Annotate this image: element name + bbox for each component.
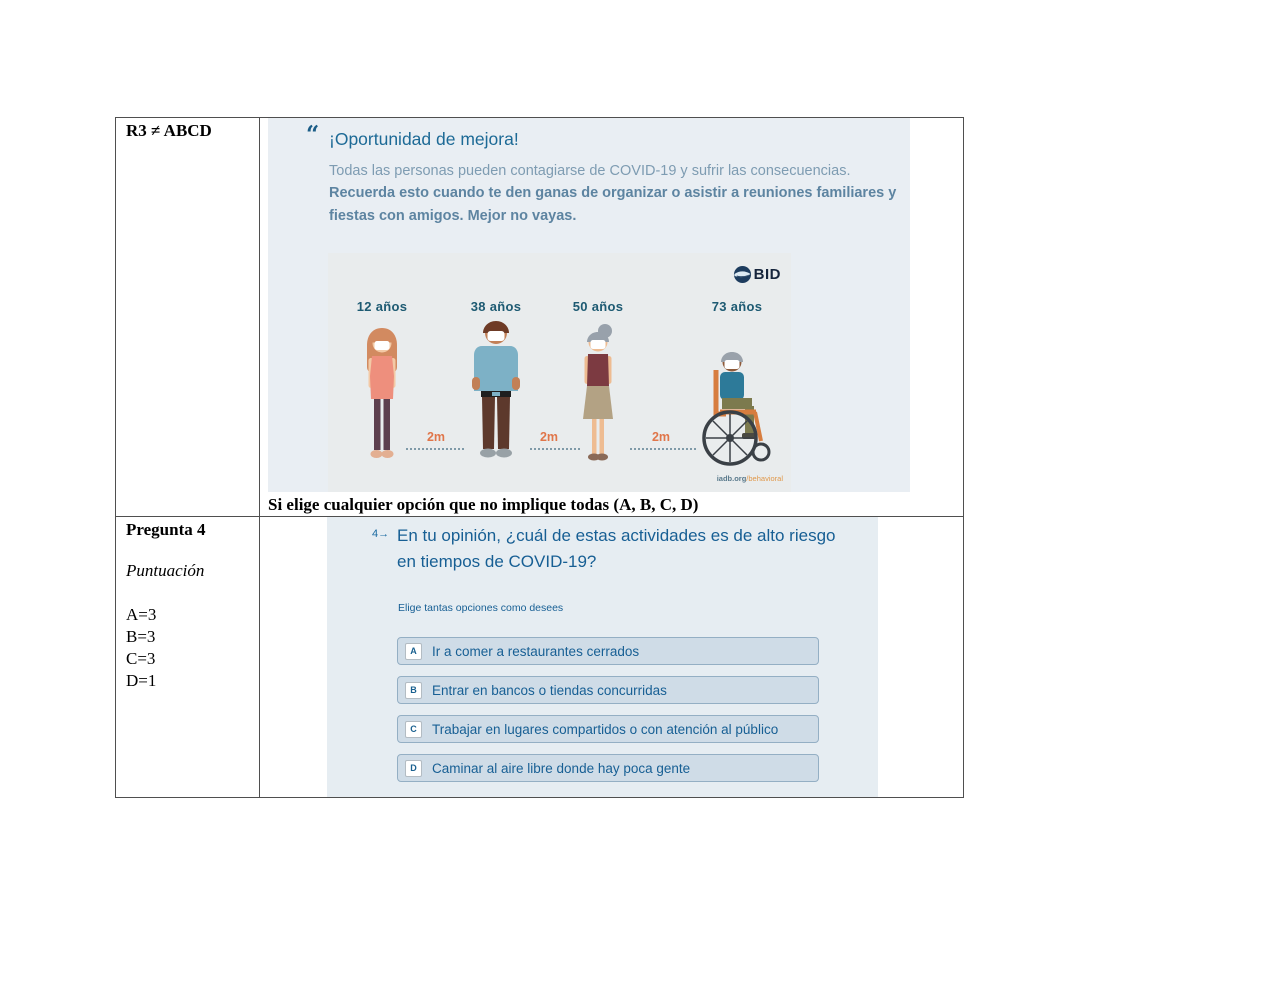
score-c: C=3 xyxy=(126,649,156,668)
feedback-body-bold: Recuerda esto cuando te den ganas de organizar o asistir a reuniones familiares y fiestas con amigos. Mejor no vayas. xyxy=(329,185,897,224)
feedback-body-normal: Todas las personas pueden contagiarse de COVID-19 y sufrir las consecuencias. xyxy=(329,163,851,179)
age-label-3: 50 años xyxy=(572,299,624,314)
option-d-label: Caminar al aire libre donde hay poca gente xyxy=(432,760,691,776)
option-a-keycap: A xyxy=(405,643,422,660)
person-girl-12-icon xyxy=(360,326,404,461)
age-label-2: 38 años xyxy=(470,299,522,314)
table-row xyxy=(116,118,963,517)
distance-dotted-line-3 xyxy=(630,448,696,450)
distancing-illustration xyxy=(328,253,791,492)
feedback-cell xyxy=(260,118,963,516)
feedback-panel-screenshot xyxy=(268,118,910,492)
feedback-title: ¡Oportunidad de mejora! xyxy=(329,129,519,149)
person-woman-50-icon xyxy=(574,323,622,463)
condition-text: Si elige cualquier opción que no implique todas (A, B, C, D) xyxy=(268,495,699,514)
question-hint: Elige tantas opciones como desees xyxy=(398,602,564,614)
score-b: B=3 xyxy=(126,627,156,646)
option-c-keycap: C xyxy=(405,721,422,738)
option-b-keycap: B xyxy=(405,682,422,699)
question-number xyxy=(372,528,389,540)
question-cell xyxy=(260,517,963,797)
option-c-label: Trabajar en lugares compartidos o con atención al público xyxy=(432,721,779,737)
distance-dotted-line-2 xyxy=(530,448,580,450)
question-cell-title: Pregunta 4 xyxy=(126,520,206,539)
illustration-credit xyxy=(717,474,783,483)
scoring-subtitle: Puntuación xyxy=(126,561,205,580)
person-wheelchair-73-icon xyxy=(700,346,774,468)
question-text: En tu opinión, ¿cuál de estas actividades es de alto riesgo en tiempos de COVID-19? xyxy=(397,526,836,571)
distance-label-3: 2m xyxy=(651,430,671,444)
option-b-button[interactable] xyxy=(397,676,819,704)
question-arrow-icon: → xyxy=(378,528,390,540)
score-a: A=3 xyxy=(126,605,157,624)
rule-cell xyxy=(116,118,260,516)
bid-logo xyxy=(733,265,781,284)
option-a-label: Ir a comer a restaurantes cerrados xyxy=(432,643,640,659)
option-c-button[interactable] xyxy=(397,715,819,743)
question-number-value: 4 xyxy=(372,528,379,540)
bid-globe-icon xyxy=(733,265,752,284)
person-girl-12-figure xyxy=(360,326,404,466)
document-table xyxy=(115,117,964,798)
feedback-body xyxy=(329,160,901,227)
question-panel-screenshot xyxy=(327,517,878,797)
distance-label-2: 2m xyxy=(539,430,559,444)
age-label-1: 12 años xyxy=(356,299,408,314)
age-label-4: 73 años xyxy=(711,299,763,314)
bid-wordmark: BID xyxy=(753,266,781,283)
option-a-button[interactable] xyxy=(397,637,819,665)
person-woman-50-figure xyxy=(574,323,622,468)
person-man-38-figure xyxy=(468,319,524,469)
person-wheelchair-73-figure xyxy=(700,346,774,473)
score-list xyxy=(126,604,249,692)
option-d-keycap: D xyxy=(405,760,422,777)
person-man-38-icon xyxy=(468,319,524,464)
rule-label: R3 ≠ ABCD xyxy=(126,121,212,140)
distance-dotted-line-1 xyxy=(406,448,464,450)
option-d-button[interactable] xyxy=(397,754,819,782)
scoring-cell xyxy=(116,517,260,797)
credit-site: iadb.org xyxy=(716,474,747,483)
score-d: D=1 xyxy=(126,671,157,690)
option-b-label: Entrar en bancos o tiendas concurridas xyxy=(432,682,667,698)
credit-path: /behavioral xyxy=(746,474,783,483)
quote-icon: “ xyxy=(306,121,320,148)
table-row xyxy=(116,517,963,797)
distance-label-1: 2m xyxy=(426,430,446,444)
options-list xyxy=(397,637,819,793)
